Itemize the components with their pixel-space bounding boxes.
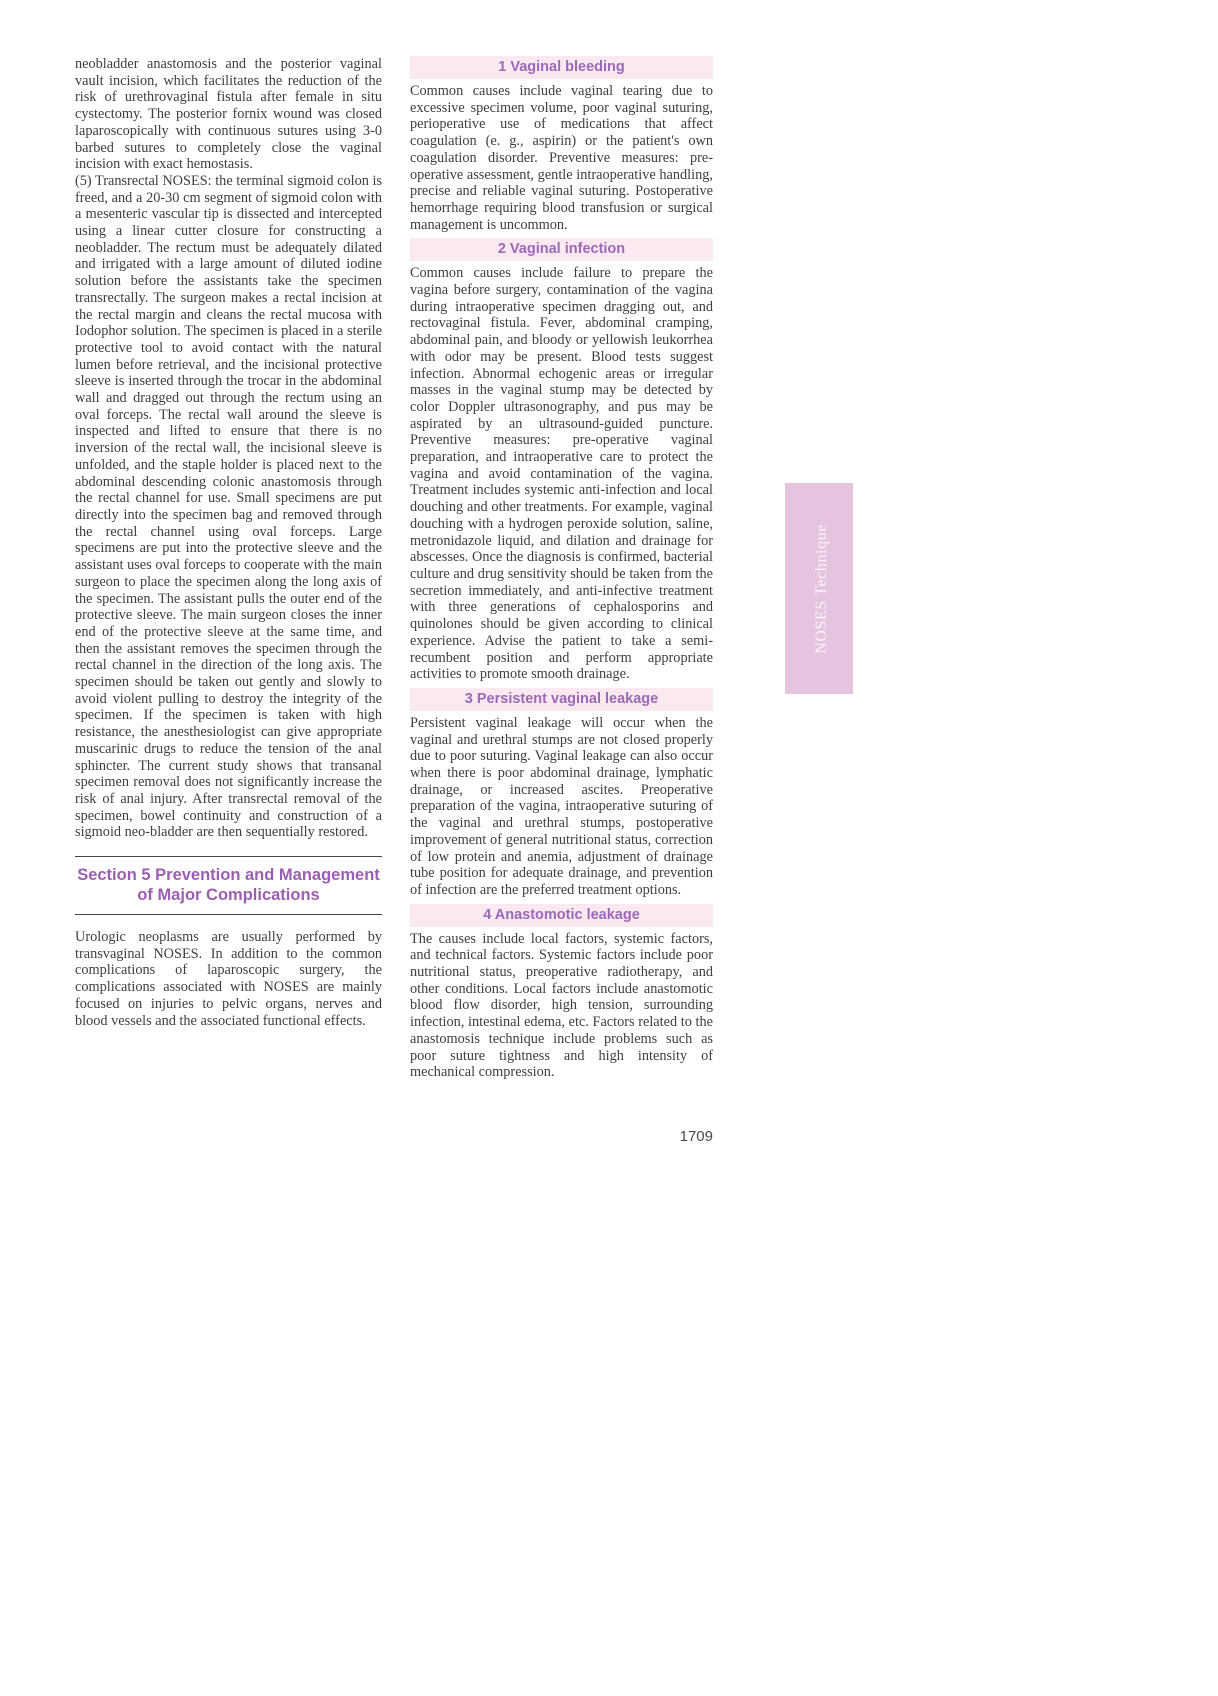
chapter-thumb-tab-label: NOSES Technique <box>813 523 830 654</box>
body-paragraph: Common causes include failure to prepare the vagina before surgery, contamination of the vagina during intraoperative specimen dragging out, and rectovaginal fistula. Fever, abdominal cramping, abdominal pain, and bloody or yellowish leukorrhea with odor may be present. Blood tests suggest infection. Abnormal echogenic areas or irregular masses in the vaginal stump may be detected by color Doppler ultrasonography, and pus may be aspirated by an ultrasound-guided puncture. Preventive measures: pre-operative vaginal preparation, and intraoperative care to protect the vagina and avoid contamination of the vagina. Treatment includes systemic anti-infection and local douching and other treatments. For example, vaginal douching with a hydrogen peroxide solution, saline, metronidazole liquid, and dilation and drainage for abscesses. Once the diagnosis is confirmed, bacterial culture and drug sensitivity should be taken from the secretion immediately, and anti-infective treatment with three generations of cephalosporins and quinolones should be given according to clinical experience. Advise the patient to take a semi-recumbent position and perform appropriate activities to promote smooth drainage. <box>410 265 713 683</box>
chapter-thumb-tab <box>785 483 853 694</box>
body-paragraph: Persistent vaginal leakage will occur when the vaginal and urethral stumps are not closed properly due to poor suturing. Vaginal leakage can also occur when there is poor abdominal drainage, lymphatic drainage, or increased ascites. Preoperative preparation of the vagina, intraoperative suturing of the vaginal and urethral stumps, postoperative improvement of general nutritional status, correction of low protein and anemia, adjustment of drainage tube position for adequate drainage, and prevention of infection are the preferred treatment options. <box>410 714 713 898</box>
section-heading-line1: Section 5 Prevention and Management <box>77 866 380 885</box>
subsection-heading-persistent-vaginal-leakage: 3 Persistent vaginal leakage <box>410 688 713 711</box>
body-paragraph: (5) Transrectal NOSES: the terminal sigmoid colon is freed, and a 20-30 cm segment of sigmoid colon with a mesenteric vascular tip is dissected and intercepted using a linear cutter closure for constructing a neobladder. The rectum must be adequately dilated and irrigated with a large amount of diluted iodine solution before the assistants take the specimen transrectally. The surgeon makes a rectal incision at the rectal margin and cleans the rectal mucosa with Iodophor solution. The specimen is placed in a sterile protective tool to avoid contact with the natural lumen before retrieval, and the incisional protective sleeve is inserted through the trocar in the abdominal wall and dragged out through the rectum using an oval forceps. The rectal wall around the sleeve is inspected and lifted to ensure that there is no inversion of the rectal wall, the incisional sleeve is unfolded, and the staple holder is placed next to the abdominal descending colonic anastomosis through the rectal channel for use. Small specimens are put directly into the specimen bag and removed through the rectal channel using oval forceps. Large specimens are put into the protective sleeve and the assistant uses oval forceps to cooperate with the main surgeon to place the specimen along the long axis of the specimen. The assistant pulls the outer end of the protective sleeve. The main surgeon closes the inner end of the protective sleeve at the same time, and then the assistant removes the specimen through the rectal channel in the direction of the long axis. The specimen should be taken out gently and slowly to avoid violent pulling to destroy the integrity of the specimen. If the specimen is taken with high resistance, the anesthesiologist can give appropriate muscarinic drugs to reduce the tension of the anal sphincter. The current study shows that transanal specimen removal does not significantly increase the risk of anal injury. After transrectal removal of the specimen, bowel continuity and construction of a sigmoid neo-bladder are then sequentially restored. <box>75 172 382 841</box>
left-column <box>75 56 382 1029</box>
subsection-heading-vaginal-bleeding: 1 Vaginal bleeding <box>410 56 713 79</box>
subsection-heading-vaginal-infection: 2 Vaginal infection <box>410 238 713 261</box>
body-paragraph: Urologic neoplasms are usually performed by transvaginal NOSES. In addition to the common complications of laparoscopic surgery, the complications associated with NOSES are mainly focused on injuries to pelvic organs, nerves and blood vessels and the associated functional effects. <box>75 929 382 1029</box>
body-paragraph: The causes include local factors, systemic factors, and technical factors. Systemic factors include poor nutritional status, preoperative radiotherapy, and other conditions. Local factors include anastomotic blood flow disorder, high tension, surrounding infection, intestinal edema, etc. Factors related to the anastomosis technique include problems such as poor suture tightness and high intensity of mechanical compression. <box>410 930 713 1081</box>
body-paragraph: neobladder anastomosis and the posterior vaginal vault incision, which facilitates the reduction of the risk of urethrovaginal fistula after female in situ cystectomy. The posterior fornix wound was closed laparoscopically with continuous sutures using 3-0 barbed sutures to completely close the vaginal incision with exact hemostasis. <box>75 56 382 173</box>
page-number: 1709 <box>679 1128 713 1145</box>
body-paragraph: Common causes include vaginal tearing due to excessive specimen volume, poor vaginal suturing, perioperative use of medications that affect coagulation (e. g., aspirin) or the patient's own coagulation disorder. Preventive measures: pre-operative assessment, gentle intraoperative handling, precise and reliable vaginal suturing. Postoperative hemorrhage requiring blood transfusion or surgical management is uncommon. <box>410 83 713 233</box>
section-heading <box>75 856 382 915</box>
subsection-heading-anastomotic-leakage: 4 Anastomotic leakage <box>410 904 713 927</box>
right-column <box>410 56 713 1081</box>
section-heading-line2: of Major Complications <box>137 886 320 905</box>
